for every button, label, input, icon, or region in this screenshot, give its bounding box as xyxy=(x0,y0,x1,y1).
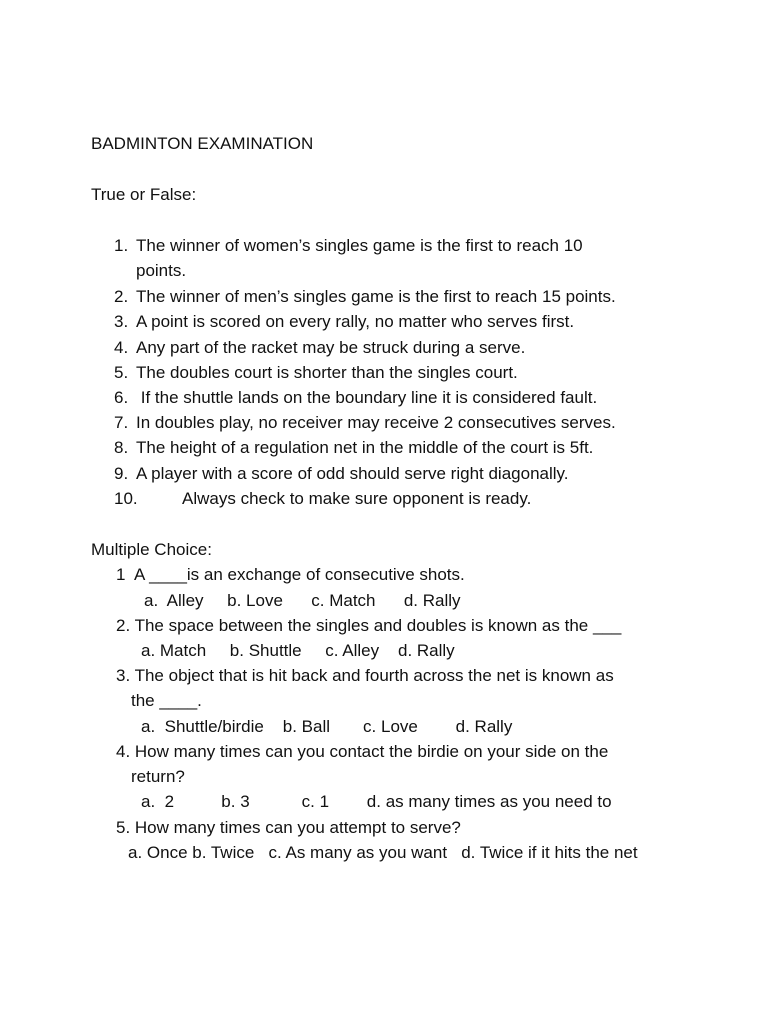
tf-item-text: Always check to make sure opponent is ready. xyxy=(182,489,532,508)
tf-item-number: 6. xyxy=(114,388,129,407)
mc-question-text: 5. How many times can you attempt to serve? xyxy=(116,818,461,837)
tf-item-text: If the shuttle lands on the boundary line it is considered fault. xyxy=(136,388,598,407)
mc-question-text-continued: the ____. xyxy=(131,691,202,710)
tf-item-text: Any part of the racket may be struck during a serve. xyxy=(136,338,526,357)
mc-choices: a. Shuttle/birdie b. Ball c. Love d. Rally xyxy=(141,717,513,736)
mc-choices: a. Match b. Shuttle c. Alley d. Rally xyxy=(141,641,455,660)
mc-question-text-continued: return? xyxy=(131,767,185,786)
mc-choices: a. 2 b. 3 c. 1 d. as many times as you need to xyxy=(141,792,612,811)
tf-item-number: 7. xyxy=(114,413,129,432)
tf-item-number: 2. xyxy=(114,287,129,306)
tf-item-number: 4. xyxy=(114,338,129,357)
tf-item-text: A player with a score of odd should serve right diagonally. xyxy=(136,464,569,483)
tf-item-text: The winner of women’s singles game is the first to reach 10 xyxy=(136,236,583,255)
tf-item-text: A point is scored on every rally, no matter who serves first. xyxy=(136,312,575,331)
tf-item-text: The winner of men’s singles game is the first to reach 15 points. xyxy=(136,287,616,306)
exam-title: BADMINTON EXAMINATION xyxy=(91,134,314,153)
mc-question-text: 3. The object that is hit back and fourth across the net is known as xyxy=(116,666,614,685)
tf-item-number: 1. xyxy=(114,236,129,255)
tf-item-text-continued: points. xyxy=(136,261,187,280)
mc-question-text: 1 A ____is an exchange of consecutive shots. xyxy=(116,565,465,584)
mc-choices: a. Alley b. Love c. Match d. Rally xyxy=(144,591,461,610)
tf-item-text: In doubles play, no receiver may receive 2 consecutives serves. xyxy=(136,413,616,432)
true-false-heading: True or False: xyxy=(91,185,197,204)
multiple-choice-heading: Multiple Choice: xyxy=(91,540,212,559)
tf-item-number: 8. xyxy=(114,438,129,457)
tf-item-number: 9. xyxy=(114,464,129,483)
tf-item-text: The doubles court is shorter than the singles court. xyxy=(136,363,518,382)
mc-choices: a. Once b. Twice c. As many as you want d. Twice if it hits the net xyxy=(128,843,638,862)
tf-item-number: 3. xyxy=(114,312,129,331)
mc-question-text: 4. How many times can you contact the birdie on your side on the xyxy=(116,742,609,761)
tf-item-number: 5. xyxy=(114,363,129,382)
tf-item-number: 10. xyxy=(114,489,138,508)
mc-question-text: 2. The space between the singles and doubles is known as the ___ xyxy=(116,616,622,635)
tf-item-text: The height of a regulation net in the middle of the court is 5ft. xyxy=(136,438,594,457)
